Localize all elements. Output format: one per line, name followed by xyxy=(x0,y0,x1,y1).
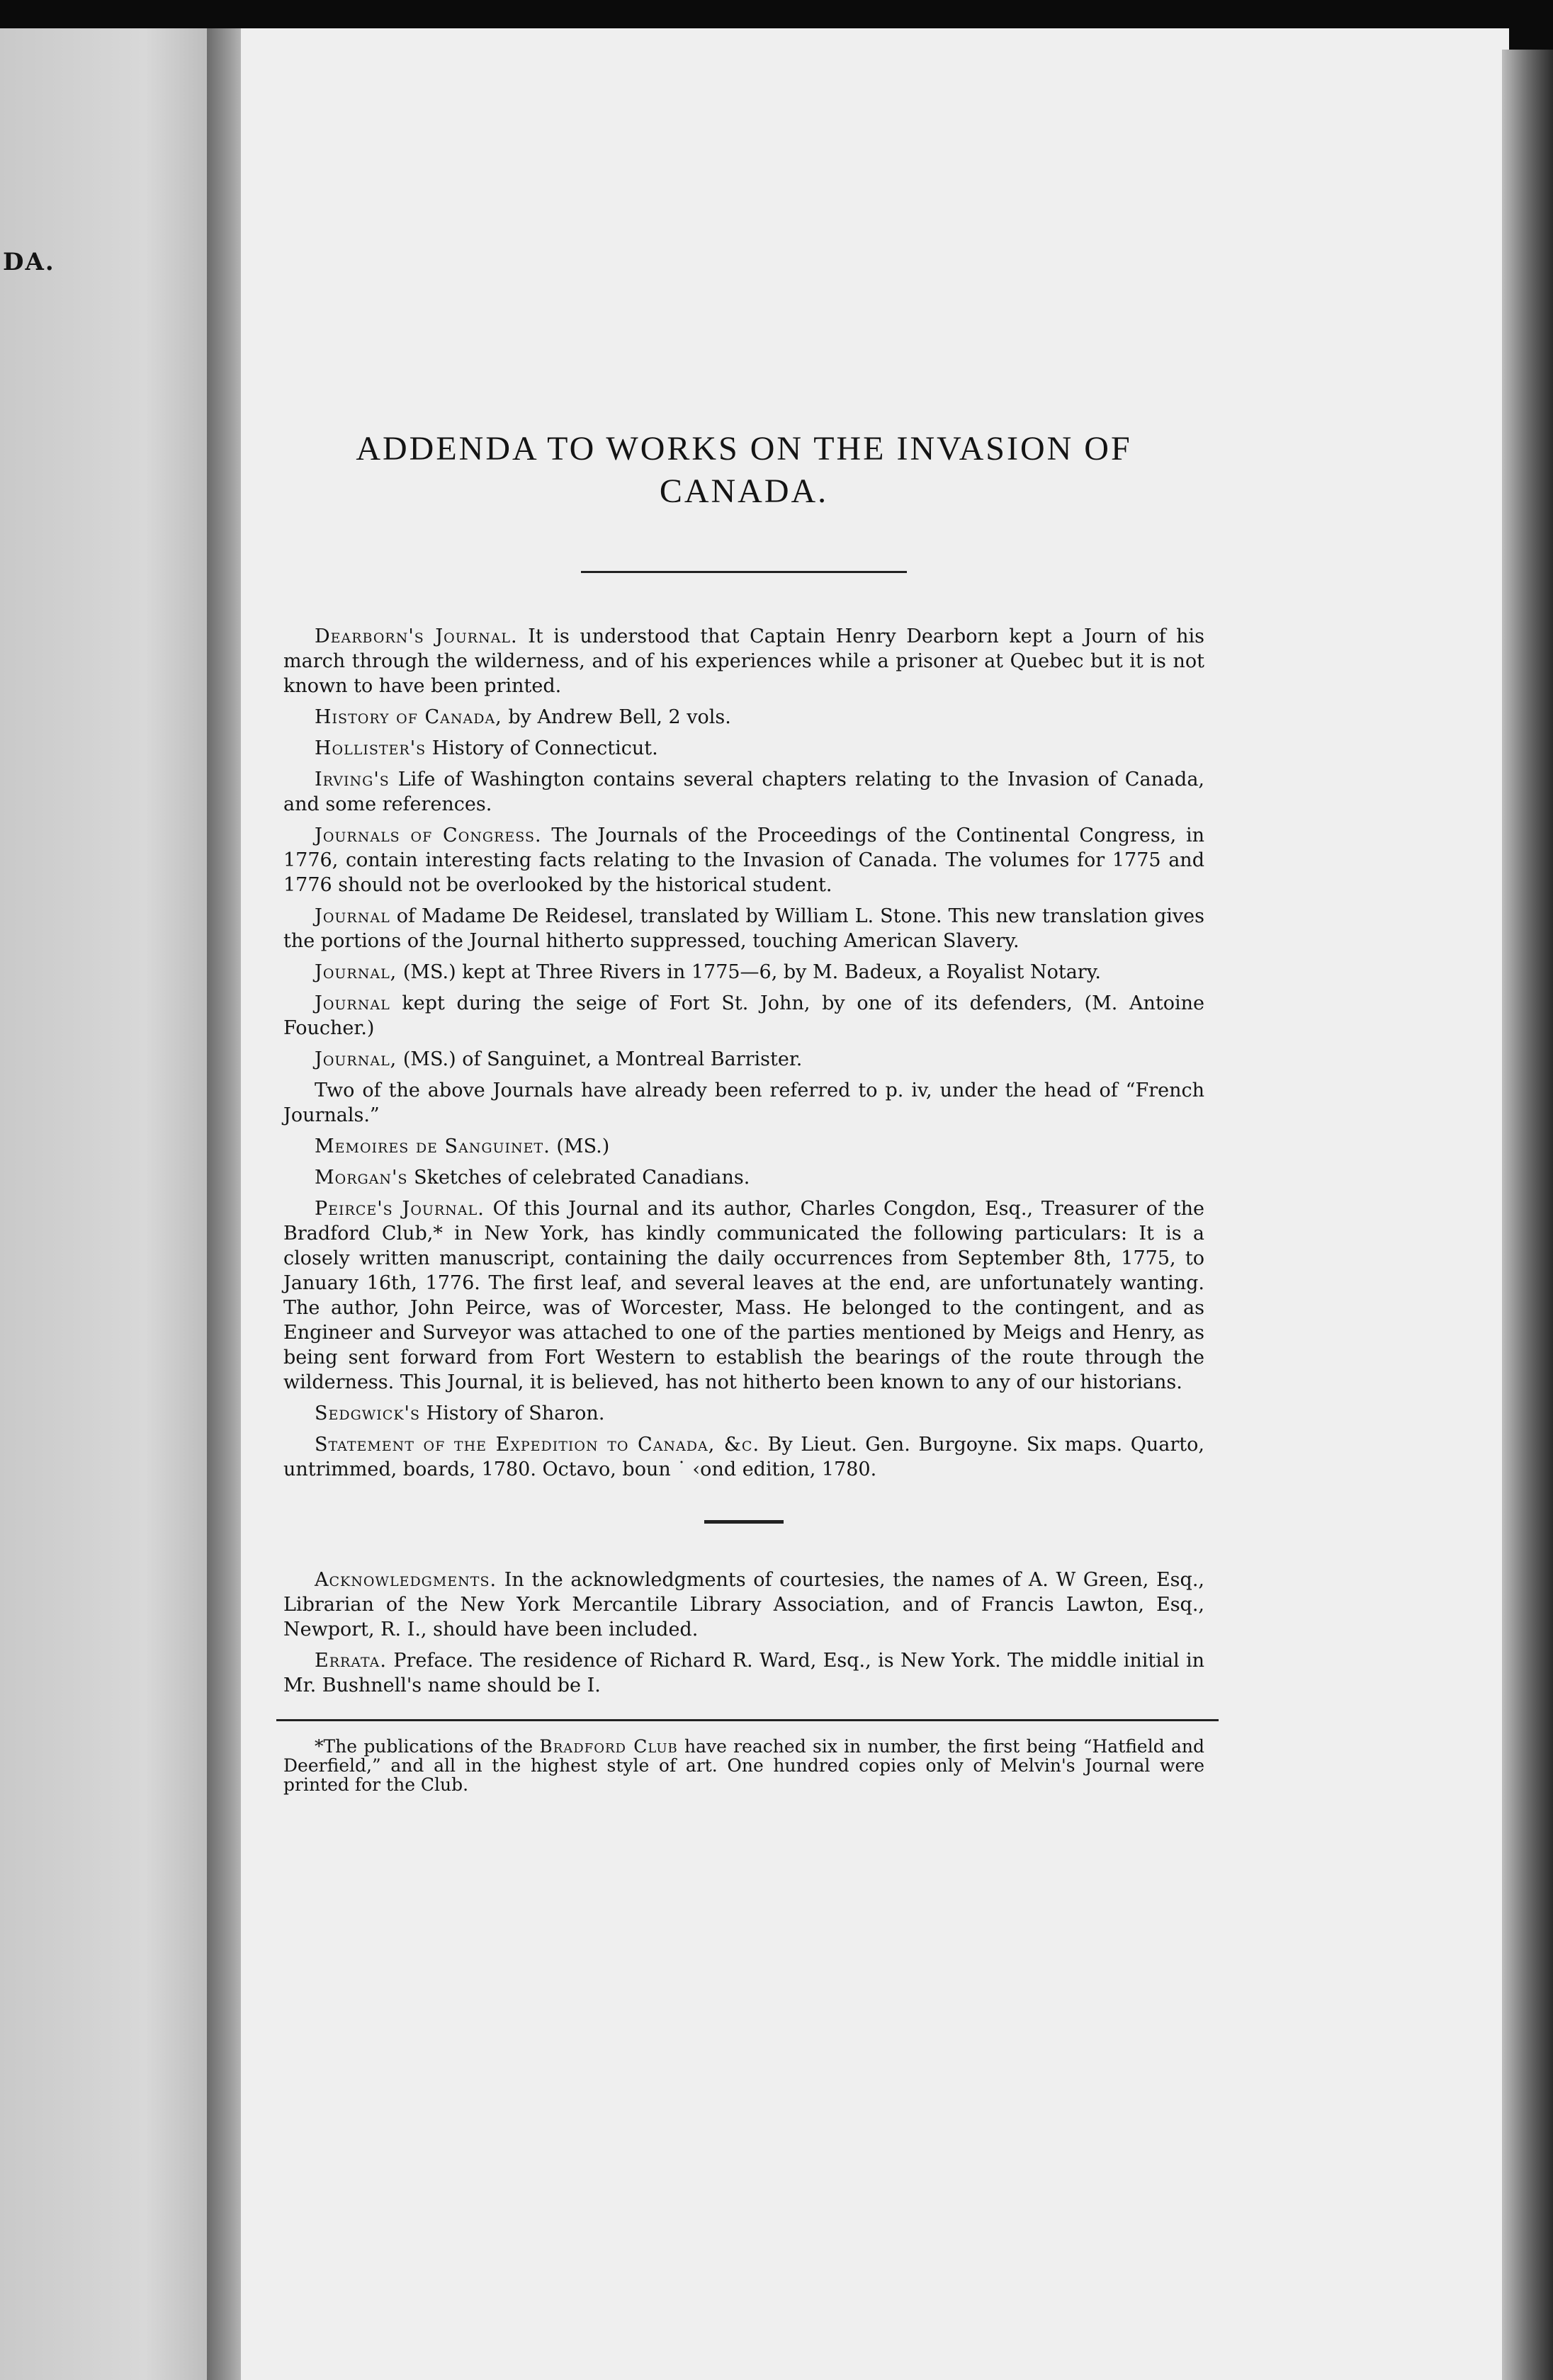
footnote xyxy=(283,1737,1204,1794)
entry-text: The Journals of the Proceedings of the Continental Congress, in 1776, contain interesting facts relating to the Invasion of Canada. The volumes for 1775 and 1776 should not be overlooked by the historical student. xyxy=(283,824,1204,896)
entry xyxy=(283,767,1204,817)
entry-head: Journal xyxy=(315,992,390,1014)
entry-head: Dearborn's Journal. xyxy=(315,625,518,647)
entry xyxy=(283,1432,1204,1482)
addenda-list xyxy=(283,624,1204,1482)
page-content xyxy=(283,397,1204,1794)
entry xyxy=(283,823,1204,897)
entry xyxy=(283,1047,1204,1072)
entry-text: History of Connecticut. xyxy=(426,737,658,759)
entry-text: of Madame De Reidesel, translated by William L. Stone. This new translation gives the portions of the Journal hitherto suppressed, touching American Slavery. xyxy=(283,905,1204,952)
entry-head: Journal, xyxy=(315,1048,397,1070)
footnote-text: have reached six in number, the first being “Hatfield and Deerfield,” and all in the highest style of art. One hundred copies only of Melvin's Journal were printed for the Club. xyxy=(283,1736,1204,1795)
entry-text: By Lieut. Gen. Burgoyne. Six maps. Quarto, untrimmed, boards, 1780. Octavo, boun ˙ ‹ond edition, 1780. xyxy=(283,1434,1204,1480)
entry-text: History of Sharon. xyxy=(419,1402,605,1424)
title-rule xyxy=(581,571,907,573)
errata-note xyxy=(283,1648,1204,1698)
acknowledgments-note xyxy=(283,1568,1204,1642)
entry-text: (MS.) kept at Three Rivers in 1775—6, by M. Badeux, a Royalist Notary. xyxy=(397,961,1101,983)
entry-text: Of this Journal and its author, Charles Congdon, Esq., Treasurer of the Bradford Club,* in New York, has kindly communicated the following particulars: It is a closely written manuscript, containing the daily occurrences from September 8th, 1775, to January 16th, 1776. The first leaf, and several leaves at the end, are unfortunately wanting. The author, John Peirce, was of Worcester, Mass. He belonged to the contingent, and as Engineer and Surveyor was attached to one of the parties mentioned by Meigs and Henry, as being sent forward from Fort Western to establish the bearings of the route through the wilderness. This Journal, it is believed, has not hitherto been known to any of our historians. xyxy=(283,1198,1205,1393)
entry xyxy=(283,1078,1204,1128)
entry xyxy=(283,904,1204,953)
entry-head: Peirce's Journal. xyxy=(315,1198,485,1220)
entry-text: kept during the seige of Fort St. John, by one of its defenders, (M. Antoine Foucher.) xyxy=(283,992,1204,1039)
entry-text: (MS.) xyxy=(550,1135,610,1157)
entry-head: Statement of the Expedition to Canada, &c. xyxy=(315,1434,760,1456)
left-page-fragment: DA. xyxy=(3,248,55,276)
footnote-text: *The publications of the xyxy=(315,1736,540,1757)
right-page-edge xyxy=(1502,50,1553,2380)
entry xyxy=(283,1401,1204,1426)
note-text: Preface. The residence of Richard R. Ward, Esq., is New York. The middle initial in Mr. Bushnell's name should be I. xyxy=(283,1650,1204,1696)
entry xyxy=(283,960,1204,985)
entry xyxy=(283,736,1204,761)
entry xyxy=(283,1196,1204,1395)
entry-head: Memoires de Sanguinet. xyxy=(315,1135,550,1157)
entry-head: Morgan's xyxy=(315,1167,408,1189)
entry-text: Two of the above Journals have already been referred to p. iv, under the head of “French Journals.” xyxy=(283,1080,1204,1126)
entry xyxy=(283,1165,1204,1190)
section-rule xyxy=(704,1520,784,1524)
footnote-rule xyxy=(276,1719,1219,1721)
entry-head: Sedgwick's xyxy=(315,1402,420,1424)
entry-head: Journal, xyxy=(315,961,397,983)
entry-head: Journal xyxy=(315,905,390,927)
entry-head: Irving's xyxy=(315,769,390,790)
footnote-club: Bradford Club xyxy=(539,1736,678,1757)
note-text: In the acknowledgments of courtesies, the names of A. W Green, Esq., Librarian of the New York Mercantile Library Association, and of Francis Lawton, Esq., Newport, R. I., should have been included. xyxy=(283,1569,1204,1640)
entry xyxy=(283,1134,1204,1159)
entry-text: Life of Washington contains several chapters relating to the Invasion of Canada, and some references. xyxy=(283,769,1204,815)
page-title: ADDENDA TO WORKS ON THE INVASION OF CANADA. xyxy=(356,430,1132,510)
entry-text: (MS.) of Sanguinet, a Montreal Barrister. xyxy=(397,1048,803,1070)
entry-head: Journals of Congress. xyxy=(315,824,542,846)
left-page-edge xyxy=(0,28,207,2380)
entry xyxy=(283,991,1204,1041)
note-head: Errata. xyxy=(315,1650,387,1672)
note-head: Acknowledgments. xyxy=(315,1569,497,1591)
entry xyxy=(283,624,1204,698)
entry-head: Hollister's xyxy=(315,737,427,759)
entry xyxy=(283,705,1204,730)
entry-text: by Andrew Bell, 2 vols. xyxy=(502,706,731,728)
entry-text: It is understood that Captain Henry Dearborn kept a Journ of his march through the wilderness, and of his experiences while a prisoner at Quebec but it is not known to have been printed. xyxy=(283,625,1204,697)
entry-head: History of Canada, xyxy=(315,706,502,728)
entry-text: Sketches of celebrated Canadians. xyxy=(407,1167,750,1189)
